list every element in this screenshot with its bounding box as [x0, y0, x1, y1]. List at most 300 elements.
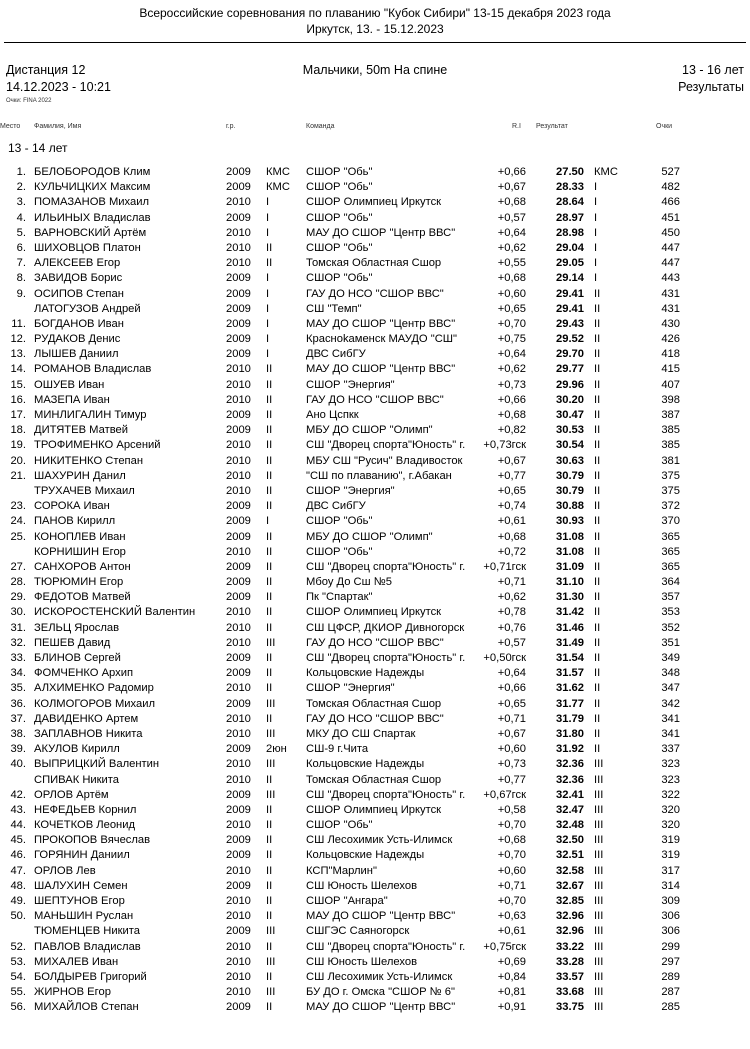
row-result-rank: III	[594, 788, 604, 801]
row-reaction: +0,62	[497, 591, 526, 604]
row-reaction: +0,67	[497, 181, 526, 194]
row-year: 2009	[226, 879, 251, 892]
row-place: 19.	[10, 439, 26, 452]
row-points: 317	[661, 864, 680, 877]
row-result-rank: III	[594, 834, 604, 847]
table-row	[0, 241, 750, 256]
row-points: 309	[661, 895, 680, 907]
row-year: 2009	[226, 500, 251, 513]
row-result-rank: II	[594, 302, 601, 315]
row-result: 32.47	[556, 803, 584, 816]
row-rank: III	[266, 758, 276, 771]
row-reaction: +0,64	[497, 226, 526, 239]
row-points: 375	[661, 469, 680, 482]
row-rank: II	[266, 849, 273, 862]
row-points: 365	[661, 545, 680, 558]
row-rank: I	[266, 317, 270, 330]
row-points: 337	[661, 743, 680, 756]
table-row	[0, 697, 750, 712]
table-row	[0, 378, 750, 393]
row-team: СШ Лесохимик Усть-Илимск	[306, 970, 453, 983]
row-result: 28.98	[556, 226, 584, 239]
row-points: 319	[661, 834, 680, 847]
row-points: 418	[661, 348, 680, 361]
row-result-rank: I	[594, 226, 598, 239]
row-place: 39.	[10, 743, 26, 756]
row-reaction: +0,60	[497, 864, 526, 877]
row-team: Кольцовские Надежды	[306, 758, 425, 771]
row-rank: II	[266, 591, 273, 604]
table-row	[0, 362, 750, 377]
row-reaction: +0,61	[497, 515, 526, 528]
row-team: МАУ ДО СШОР "Центр ВВС"	[306, 910, 456, 923]
row-place: 4.	[16, 211, 26, 224]
row-points: 347	[661, 682, 680, 695]
row-reaction: +0,72	[497, 545, 526, 558]
row-rank: II	[266, 621, 273, 634]
row-result-rank: III	[594, 864, 604, 877]
row-place: 34.	[10, 667, 26, 680]
row-result-rank: II	[594, 317, 601, 330]
row-year: 2009	[226, 788, 251, 801]
row-reaction: +0,50гск	[483, 652, 526, 664]
row-year: 2010	[226, 226, 251, 239]
row-year: 2009	[226, 333, 251, 346]
row-points: 364	[661, 576, 680, 589]
row-rank: II	[266, 819, 273, 832]
row-rank: I	[266, 226, 270, 239]
row-name: МАЗЕПА Иван	[34, 393, 110, 406]
row-result: 28.64	[556, 196, 584, 209]
row-result: 29.77	[556, 363, 584, 376]
row-points: 352	[661, 621, 680, 634]
row-team: СШОР "Энергия"	[306, 682, 395, 695]
row-team: МБУ ДО СШОР "Олимп"	[306, 424, 433, 437]
row-year: 2010	[226, 621, 251, 634]
row-place: 36.	[10, 697, 26, 710]
row-place: 11.	[11, 317, 26, 330]
row-name: БОГДАНОВ Иван	[34, 317, 124, 330]
row-rank: II	[266, 424, 273, 437]
table-row	[0, 985, 750, 1000]
row-year: 2010	[226, 895, 251, 907]
row-result-rank: II	[594, 530, 601, 543]
row-rank: 2юн	[266, 743, 287, 756]
row-result-rank: II	[594, 712, 601, 725]
row-result-rank: II	[594, 515, 601, 528]
row-place: 8.	[16, 272, 26, 285]
row-rank: I	[266, 196, 270, 209]
row-name: МИНЛИГАЛИН Тимур	[34, 409, 147, 421]
row-year: 2009	[226, 925, 251, 938]
row-reaction: +0,77	[497, 773, 526, 786]
row-result-rank: III	[594, 955, 604, 968]
row-result-rank: II	[594, 393, 601, 406]
row-team: МБУ ДО СШОР "Олимп"	[306, 530, 433, 543]
row-reaction: +0,57	[497, 211, 526, 224]
row-result: 32.50	[556, 834, 584, 847]
row-place: 30.	[10, 606, 26, 619]
row-reaction: +0,76	[497, 621, 526, 634]
col-header-result: Результат	[536, 123, 568, 130]
row-reaction: +0,68	[497, 409, 526, 421]
row-team: ГАУ ДО НСО "СШОР ВВС"	[306, 287, 444, 300]
row-result: 32.96	[556, 910, 584, 923]
row-reaction: +0,60	[497, 743, 526, 756]
row-result-rank: II	[594, 469, 601, 482]
row-points: 322	[661, 788, 680, 801]
row-result-rank: III	[594, 986, 604, 999]
table-row	[0, 879, 750, 894]
row-result-rank: II	[594, 697, 601, 710]
row-reaction: +0,68	[497, 196, 526, 209]
row-result-rank: II	[594, 454, 601, 467]
row-place: 56.	[10, 1001, 26, 1014]
header-divider	[4, 42, 746, 43]
row-place: 43.	[10, 803, 26, 816]
row-points: 447	[661, 257, 680, 270]
row-reaction: +0,67гск	[483, 788, 526, 801]
row-result: 32.85	[556, 895, 584, 907]
row-name: СПИВАК Никита	[34, 773, 120, 786]
row-points: 398	[661, 393, 680, 406]
row-result: 29.96	[556, 378, 584, 391]
table-row	[0, 833, 750, 848]
table-row	[0, 180, 750, 195]
row-result: 30.54	[556, 439, 584, 452]
row-team: СШОР Олимпиец Иркутск	[306, 803, 442, 816]
table-row	[0, 666, 750, 681]
row-year: 2009	[226, 287, 251, 300]
row-result-rank: II	[594, 667, 601, 680]
row-points: 323	[661, 758, 680, 771]
row-year: 2010	[226, 712, 251, 725]
row-year: 2010	[226, 469, 251, 482]
row-year: 2010	[226, 257, 251, 270]
row-rank: I	[266, 287, 270, 300]
row-name: ОШУЕВ Иван	[34, 378, 105, 391]
row-name: МАНЬШИН Руслан	[34, 910, 134, 923]
row-points: 451	[661, 211, 680, 224]
row-rank: II	[266, 393, 273, 406]
row-rank: II	[266, 439, 273, 452]
row-result: 30.53	[556, 424, 584, 437]
row-team: СШОР "Обь"	[306, 819, 373, 832]
table-row	[0, 909, 750, 924]
row-points: 289	[661, 970, 680, 983]
row-year: 2010	[226, 484, 251, 497]
row-result: 30.47	[556, 409, 584, 421]
row-name: ДИТЯТЕВ Матвей	[34, 424, 128, 437]
table-row	[0, 545, 750, 560]
table-row	[0, 195, 750, 210]
row-place: 13.	[10, 348, 26, 361]
row-result-rank: III	[594, 879, 604, 892]
row-result: 29.14	[556, 272, 584, 285]
row-team: Мбоу До Сш №5	[306, 576, 392, 589]
row-place: 40.	[10, 758, 26, 771]
row-reaction: +0,73	[497, 758, 526, 771]
row-result-rank: III	[594, 910, 604, 923]
row-reaction: +0,78	[497, 606, 526, 619]
row-name: КОЛМОГОРОВ Михаил	[34, 697, 155, 710]
row-points: 387	[661, 409, 680, 421]
row-rank: II	[266, 682, 273, 695]
row-result-rank: II	[594, 500, 601, 513]
row-points: 349	[661, 652, 680, 664]
row-rank: II	[266, 879, 273, 892]
row-reaction: +0,75	[497, 333, 526, 346]
row-points: 407	[661, 378, 680, 391]
row-year: 2010	[226, 727, 251, 740]
row-year: 2010	[226, 819, 251, 832]
table-row	[0, 256, 750, 271]
row-name: ЖИРНОВ Егор	[34, 986, 111, 999]
row-place: 16.	[10, 393, 26, 406]
row-result: 32.51	[556, 849, 584, 862]
row-result-rank: II	[594, 743, 601, 756]
row-reaction: +0,71	[497, 712, 526, 725]
row-name: ГОРЯНИН Даниил	[34, 849, 130, 862]
row-place: 5.	[16, 226, 26, 239]
row-rank: II	[266, 363, 273, 376]
row-name: КОНОПЛЕВ Иван	[34, 530, 126, 543]
table-row	[0, 605, 750, 620]
row-points: 430	[661, 317, 680, 330]
row-rank: КМС	[266, 166, 290, 178]
row-rank: I	[266, 333, 270, 346]
row-result: 29.70	[556, 348, 584, 361]
row-team: Кольцовские Надежды	[306, 667, 425, 680]
row-place: 54.	[10, 970, 26, 983]
row-place: 50.	[10, 910, 26, 923]
row-name: КОЧЕТКОВ Леонид	[34, 819, 136, 832]
points-note: Очки: FINA 2022	[6, 98, 52, 104]
col-header-points: Очки	[656, 123, 673, 130]
row-team: "СШ по плаванию", г.Абакан	[306, 469, 452, 482]
table-row	[0, 560, 750, 575]
row-reaction: +0,58	[497, 803, 526, 816]
row-points: 365	[661, 560, 680, 573]
row-rank: II	[266, 378, 273, 391]
row-points: 375	[661, 484, 680, 497]
row-team: СШОР Олимпиец Иркутск	[306, 196, 442, 209]
row-name: МИХАЛЕВ Иван	[34, 955, 119, 968]
row-result-rank: II	[594, 348, 601, 361]
row-points: 341	[661, 712, 680, 725]
row-place: 32.	[10, 636, 26, 649]
row-result-rank: II	[594, 591, 601, 604]
row-result: 31.62	[556, 682, 584, 695]
row-result: 31.80	[556, 727, 584, 740]
row-result: 33.57	[556, 970, 584, 983]
row-result-rank: II	[594, 652, 601, 664]
row-place: 18.	[10, 424, 26, 437]
row-rank: II	[266, 1001, 273, 1014]
row-team: СШОР Олимпиец Иркутск	[306, 606, 442, 619]
row-rank: II	[266, 530, 273, 543]
row-rank: II	[266, 864, 273, 877]
row-year: 2010	[226, 378, 251, 391]
row-place: 31.	[10, 621, 26, 634]
table-row	[0, 408, 750, 423]
row-year: 2009	[226, 803, 251, 816]
row-place: 27.	[10, 560, 26, 573]
row-result: 30.20	[556, 393, 584, 406]
row-result-rank: I	[594, 257, 598, 270]
row-reaction: +0,91	[497, 1001, 526, 1014]
row-name: АЛХИМЕНКО Радомир	[34, 682, 154, 695]
row-reaction: +0,67	[497, 727, 526, 740]
row-name: ЛАТОГУЗОВ Андрей	[34, 302, 141, 315]
row-reaction: +0,65	[497, 697, 526, 710]
row-year: 2009	[226, 743, 251, 756]
row-rank: III	[266, 986, 276, 999]
row-reaction: +0,70	[497, 819, 526, 832]
row-year: 2010	[226, 363, 251, 376]
row-points: 447	[661, 241, 680, 254]
row-result: 31.10	[556, 576, 584, 589]
row-name: ЗАВИДОВ Борис	[34, 272, 123, 285]
row-team: МАУ ДО СШОР "Центр ВВС"	[306, 317, 456, 330]
row-result-rank: II	[594, 333, 601, 346]
row-result-rank: III	[594, 940, 604, 953]
row-place: 3.	[16, 196, 26, 209]
row-year: 2009	[226, 530, 251, 543]
row-team: СШОР "Энергия"	[306, 484, 395, 497]
event-distance: Дистанция 12	[6, 63, 86, 77]
table-row	[0, 636, 750, 651]
row-points: 351	[661, 636, 680, 649]
table-row	[0, 651, 750, 666]
row-result-rank: II	[594, 363, 601, 376]
row-result-rank: II	[594, 409, 601, 421]
row-year: 2009	[226, 211, 251, 224]
row-team: СШОР "Обь"	[306, 166, 373, 178]
row-year: 2010	[226, 241, 251, 254]
row-year: 2009	[226, 302, 251, 315]
row-year: 2009	[226, 849, 251, 862]
row-place: 14.	[10, 363, 26, 376]
row-place: 7.	[16, 257, 26, 270]
row-result: 30.88	[556, 500, 584, 513]
row-result: 30.93	[556, 515, 584, 528]
row-name: БЛИНОВ Сергей	[34, 652, 121, 664]
row-rank: II	[266, 652, 273, 664]
row-year: 2009	[226, 560, 251, 573]
table-row	[0, 454, 750, 469]
row-place: 1.	[16, 166, 26, 178]
row-result: 31.30	[556, 591, 584, 604]
row-points: 285	[661, 1001, 680, 1014]
row-year: 2009	[226, 591, 251, 604]
row-name: ЗЕЛЬЦ Ярослав	[34, 621, 120, 634]
row-name: КУЛЬЧИЦКИХ Максим	[34, 181, 151, 194]
table-row	[0, 894, 750, 909]
row-result-rank: I	[594, 181, 598, 194]
row-result: 31.09	[556, 560, 584, 573]
row-rank: III	[266, 697, 276, 710]
row-place: 2.	[16, 181, 26, 194]
row-rank: I	[266, 272, 270, 285]
table-row	[0, 484, 750, 499]
row-result: 33.68	[556, 986, 584, 999]
row-year: 2010	[226, 439, 251, 452]
row-name: ШЕПТУНОВ Егор	[34, 895, 125, 907]
row-year: 2009	[226, 348, 251, 361]
row-result: 32.36	[556, 773, 584, 786]
row-team: СШОР "Ангара"	[306, 895, 388, 907]
row-name: НИКИТЕНКО Степан	[34, 454, 144, 467]
row-rank: II	[266, 500, 273, 513]
row-team: СШ ЦФСР, ДКИОР Дивногорск	[306, 621, 465, 634]
row-year: 2010	[226, 910, 251, 923]
row-result-rank: III	[594, 819, 604, 832]
col-header-place: Место	[0, 123, 21, 130]
row-result: 31.54	[556, 652, 584, 664]
row-result: 30.79	[556, 484, 584, 497]
event-ages: 13 - 16 лет	[682, 63, 744, 77]
row-team: МАУ ДО СШОР "Центр ВВС"	[306, 226, 456, 239]
table-row	[0, 1000, 750, 1015]
row-team: СШОР "Обь"	[306, 272, 373, 285]
row-result: 29.41	[556, 287, 584, 300]
row-points: 323	[661, 773, 680, 786]
row-place: 46.	[10, 849, 26, 862]
row-result-rank: КМС	[594, 166, 618, 178]
row-points: 365	[661, 530, 680, 543]
row-name: КОРНИШИН Егор	[34, 545, 126, 558]
row-result: 31.79	[556, 712, 584, 725]
row-result-rank: III	[594, 773, 604, 786]
row-result-rank: I	[594, 211, 598, 224]
row-reaction: +0,73гск	[483, 439, 526, 452]
table-row	[0, 818, 750, 833]
row-name: ТРОФИМЕНКО Арсений	[34, 439, 161, 452]
row-result-rank: II	[594, 439, 601, 452]
row-points: 431	[661, 302, 680, 315]
row-points: 342	[661, 697, 680, 710]
row-reaction: +0,71	[497, 879, 526, 892]
table-row	[0, 271, 750, 286]
row-reaction: +0,70	[497, 317, 526, 330]
row-year: 2009	[226, 667, 251, 680]
row-rank: III	[266, 788, 276, 801]
row-place: 29.	[10, 591, 26, 604]
row-result: 31.46	[556, 621, 584, 634]
row-year: 2010	[226, 864, 251, 877]
row-points: 466	[661, 196, 680, 209]
table-row	[0, 317, 750, 332]
table-row	[0, 712, 750, 727]
row-result: 32.41	[556, 788, 584, 801]
row-rank: II	[266, 576, 273, 589]
row-rank: II	[266, 667, 273, 680]
row-place: 15.	[10, 378, 26, 391]
row-team: ГАУ ДО НСО "СШОР ВВС"	[306, 393, 444, 406]
row-name: АКУЛОВ Кирилл	[34, 743, 120, 756]
row-rank: III	[266, 727, 276, 740]
row-result: 33.22	[556, 940, 584, 953]
row-team: Кольцовские Надежды	[306, 849, 425, 862]
row-team: СШ "Темп"	[306, 302, 362, 315]
table-row	[0, 438, 750, 453]
col-header-year: г.р.	[226, 123, 236, 130]
table-row	[0, 757, 750, 772]
row-year: 2010	[226, 393, 251, 406]
row-year: 2009	[226, 1001, 251, 1014]
row-reaction: +0,70	[497, 895, 526, 907]
